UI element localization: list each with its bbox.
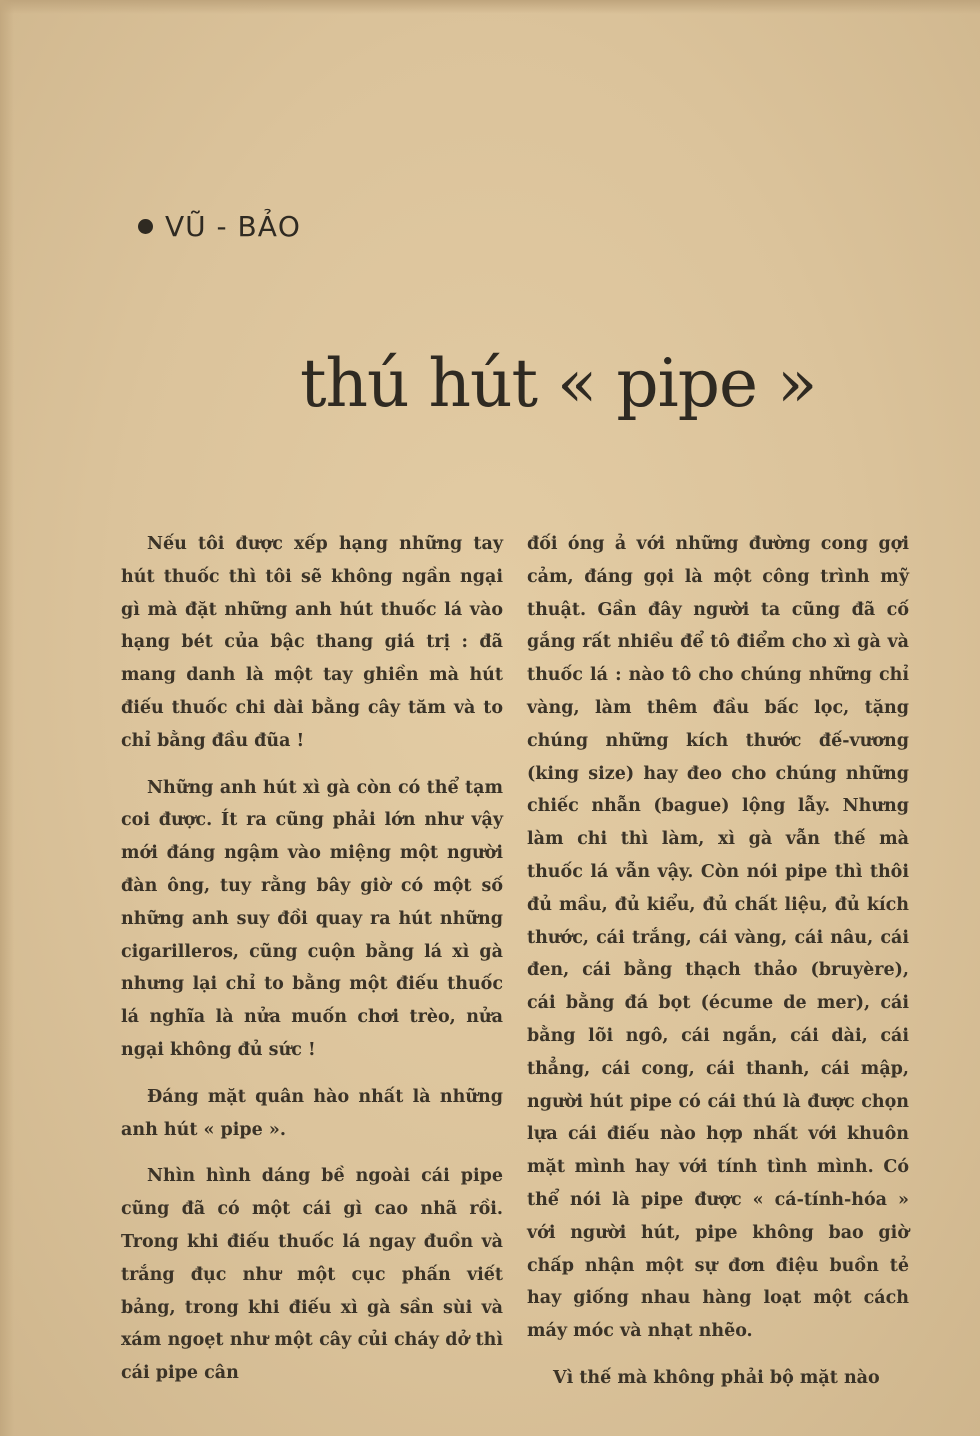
author-byline bbox=[138, 210, 301, 243]
page-edge-top bbox=[0, 0, 980, 14]
page-edge-left bbox=[0, 0, 14, 1436]
paragraph: Những anh hút xì gà còn có thể tạm coi được. Ít ra cũng phải lớn như vậy mới đáng ngậm vào miệng một người đàn ông, tuy rằng bây giờ có một số những anh suy đồi quay ra hút những cigarilleros, cũng cuộn bằng lá xì gà nhưng lại chỉ to bằng một điếu thuốc lá nghĩa là nửa muốn chơi trèo, nửa ngại không đủ sức ! bbox=[121, 777, 503, 1060]
author-name: VŨ - BẢO bbox=[165, 210, 301, 243]
text-column-left bbox=[121, 528, 503, 1404]
paragraph: Nếu tôi được xếp hạng những tay hút thuốc thì tôi sẽ không ngần ngại gì mà đặt những anh hút thuốc lá vào hạng bét của bậc thang giá trị : đã mang danh là một tay ghiền mà hút điếu thuốc chi dài bằng cây tăm và to chỉ bằng đầu đũa ! bbox=[121, 534, 503, 751]
paragraph: Vì thế mà không phải bộ mặt nào bbox=[553, 1367, 880, 1388]
paragraph: Đáng mặt quân hào nhất là những anh hút « pipe ». bbox=[121, 1086, 503, 1140]
bullet-icon bbox=[138, 219, 153, 234]
paragraph: Nhìn hình dáng bề ngoài cái pipe cũng đã có một cái gì cao nhã rồi. Trong khi điếu thuốc lá ngay đuồn và trắng đục như một cục phấn viết bảng, trong khi điếu xì gà sần sùi và xám ngoẹt như một cây củi cháy dở thì cái pipe cân bbox=[121, 1166, 503, 1384]
paragraph: đối óng ả với những đường cong gợi cảm, đáng gọi là một công trình mỹ thuật. Gần đây người ta cũng đã cố gắng rất nhiều để tô điểm cho xì gà và thuốc lá : nào tô cho chúng những chỉ vàng, làm thêm đầu bấc lọc, tặng chúng những kích thước đế-vương (king size) hay đeo cho chúng những chiếc nhẫn (bague) lộng lẫy. Nhưng làm chi thì làm, xì gà vẫn thế mà thuốc lá vẫn vậy. Còn nói pipe thì thôi đủ mầu, đủ kiểu, đủ chất liệu, đủ kích thước, cái trắng, cái vàng, cái nâu, cái đen, cái bằng thạch thảo (bruyère), cái bằng đá bọt (écume de mer), cái bằng lõi ngô, cái ngắn, cái dài, cái thẳng, cái cong, cái thanh, cái mập, người hút pipe có cái thú là được chọn lựa cái điếu nào hợp nhất với khuôn mặt mình hay với tính tình mình. Có thể nói là pipe được « cá-tính-hóa » với người hút, pipe không bao giờ chấp nhận một sự đơn điệu buồn tẻ hay giống nhau hàng loạt một cách máy móc và nhạt nhẽo. bbox=[527, 534, 909, 1342]
article-title: thú hút « pipe » bbox=[300, 345, 817, 422]
text-column-right bbox=[527, 528, 909, 1409]
